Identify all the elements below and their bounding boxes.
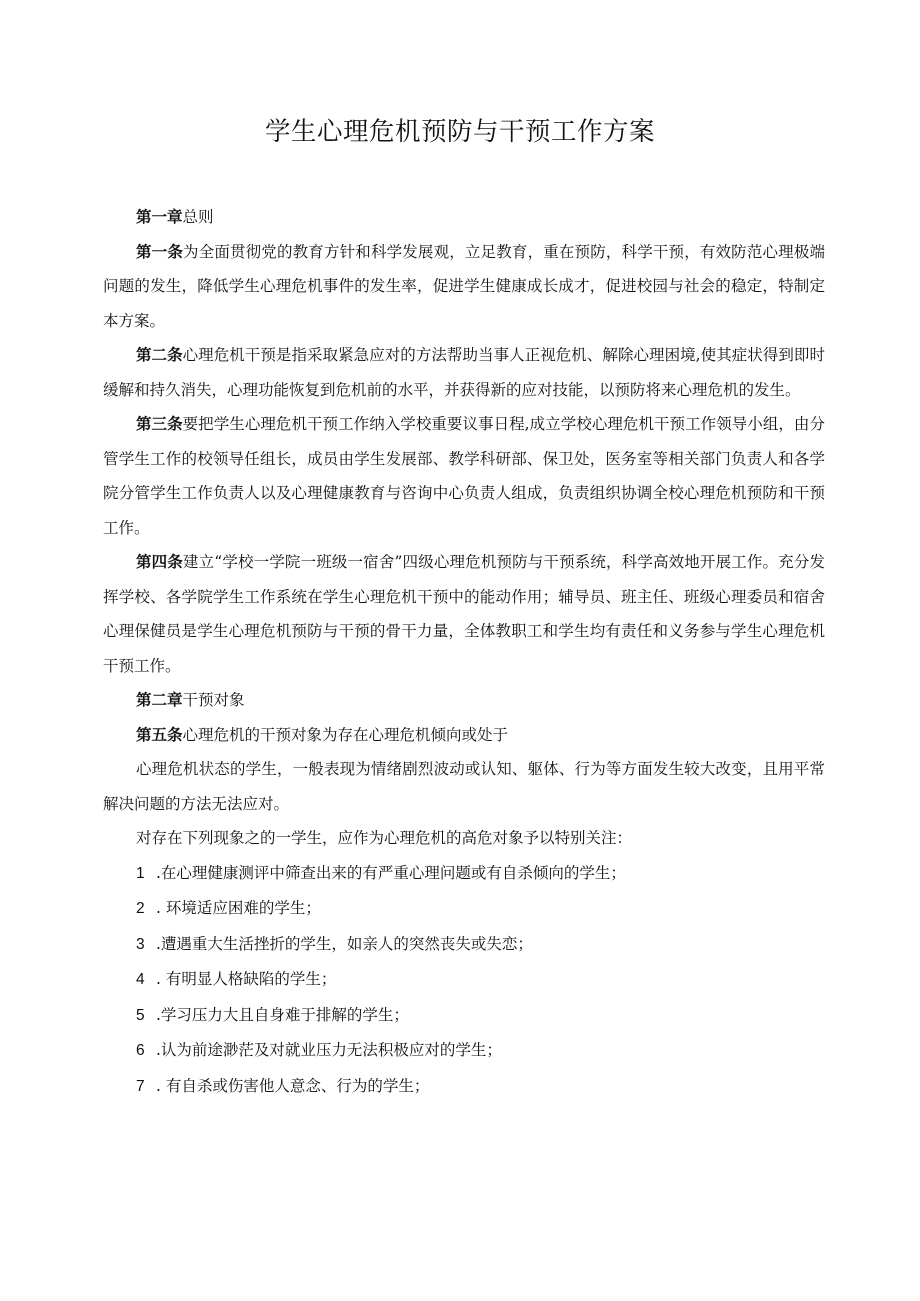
article-2-text: 心理危机干预是指采取紧急应对的方法帮助当事人正视危机、解除心理困境,使其症状得到即时缓解和持久消失，心理功能恢复到危机前的水平，并获得新的应对技能，以预防将来心理危机的发生。 xyxy=(103,346,825,399)
document-body xyxy=(103,200,825,1104)
chapter-1-label: 第一章 xyxy=(136,208,183,226)
article-1 xyxy=(103,235,825,339)
list-item-text: . 有明显人格缺陷的学生； xyxy=(156,970,337,988)
crisis-state-paragraph: 心理危机状态的学生，一般表现为情绪剧烈波动或认知、躯体、行为等方面发生较大改变，且用平常解决问题的方法无法应对。 xyxy=(103,760,825,813)
article-5 xyxy=(103,718,825,753)
article-3-text: 要把学生心理危机干预工作纳入学校重要议事日程,成立学校心理危机干预工作领导小组，由分管学生工作的校领导任组长，成员由学生发展部、教学科研部、保卫处，医务室等相关部门负责人和各学院分管学生工作负责人以及心理健康教育与咨询中心负责人组成，负责组织协调全校心理危机预防和干预工作。 xyxy=(103,415,825,537)
article-4 xyxy=(103,545,825,683)
list-item xyxy=(103,1033,825,1069)
article-4-text: 建立“学校一学院一班级一宿舍”四级心理危机预防与干预系统，科学高效地开展工作。充分发挥学校、各学院学生工作系统在学生心理危机干预中的能动作用；辅导员、班主任、班级心理委员和宿舍心理保健员是学生心理危机预防与干预的骨干力量，全体教职工和学生均有责任和义务参与学生心理危机干预工作。 xyxy=(103,553,825,675)
list-item-number: 5 xyxy=(136,1006,145,1024)
list-item-text: . 有自杀或伤害他人意念、行为的学生； xyxy=(156,1076,430,1095)
article-1-text: 为全面贯彻党的教育方针和科学发展观，立足教育，重在预防，科学干预，有效防范心理极端问题的发生，降低学生心理危机事件的发生率，促进学生健康成长成才，促进校园与社会的稳定，特制定本方案。 xyxy=(103,242,825,330)
article-5-label: 第五条 xyxy=(136,725,183,744)
chapter-1-heading xyxy=(103,200,825,235)
high-risk-intro-paragraph: 对存在下列现象之的一学生，应作为心理危机的高危对象予以特别关注： xyxy=(136,829,633,847)
list-item xyxy=(103,962,825,998)
chapter-1-text: 总则 xyxy=(182,208,214,226)
article-4-label: 第四条 xyxy=(136,553,183,571)
chapter-2-text: 干预对象 xyxy=(182,691,245,709)
list-item-text: .学习压力大且自身难于排解的学生； xyxy=(156,1005,409,1024)
list-item-number: 1 xyxy=(136,864,145,882)
list-item xyxy=(103,998,825,1034)
article-5-text: 心理危机的干预对象为存在心理危机倾向或处于 xyxy=(182,725,509,744)
article-2-label: 第二条 xyxy=(136,346,183,364)
list-item-number: 2 xyxy=(136,900,145,917)
list-item xyxy=(103,1069,825,1105)
list-item-text: .在心理健康测评中筛查出来的有严重心理问题或有自杀倾向的学生； xyxy=(156,863,626,882)
list-item xyxy=(103,856,825,892)
list-item-number: 4 xyxy=(136,971,145,988)
list-item-text: .遭遇重大生活挫折的学生，如亲人的突然丧失或失恋； xyxy=(156,934,533,953)
chapter-2-label: 第二章 xyxy=(136,691,183,709)
list-item xyxy=(103,891,825,927)
list-item-text: . 环境适应困难的学生； xyxy=(156,899,321,917)
article-2 xyxy=(103,338,825,407)
list-item-number: 7 xyxy=(136,1077,145,1095)
list-item-number: 3 xyxy=(136,935,145,953)
chapter-2-heading xyxy=(103,683,825,718)
article-1-label: 第一条 xyxy=(136,242,183,261)
article-3-label: 第三条 xyxy=(136,415,183,433)
list-item-number: 6 xyxy=(136,1042,145,1059)
document-title: 学生心理危机预防与干预工作方案 xyxy=(264,117,655,147)
list-item-text: .认为前途渺茫及对就业压力无法积极应对的学生； xyxy=(156,1041,502,1059)
list-item xyxy=(103,927,825,963)
article-3 xyxy=(103,407,825,545)
